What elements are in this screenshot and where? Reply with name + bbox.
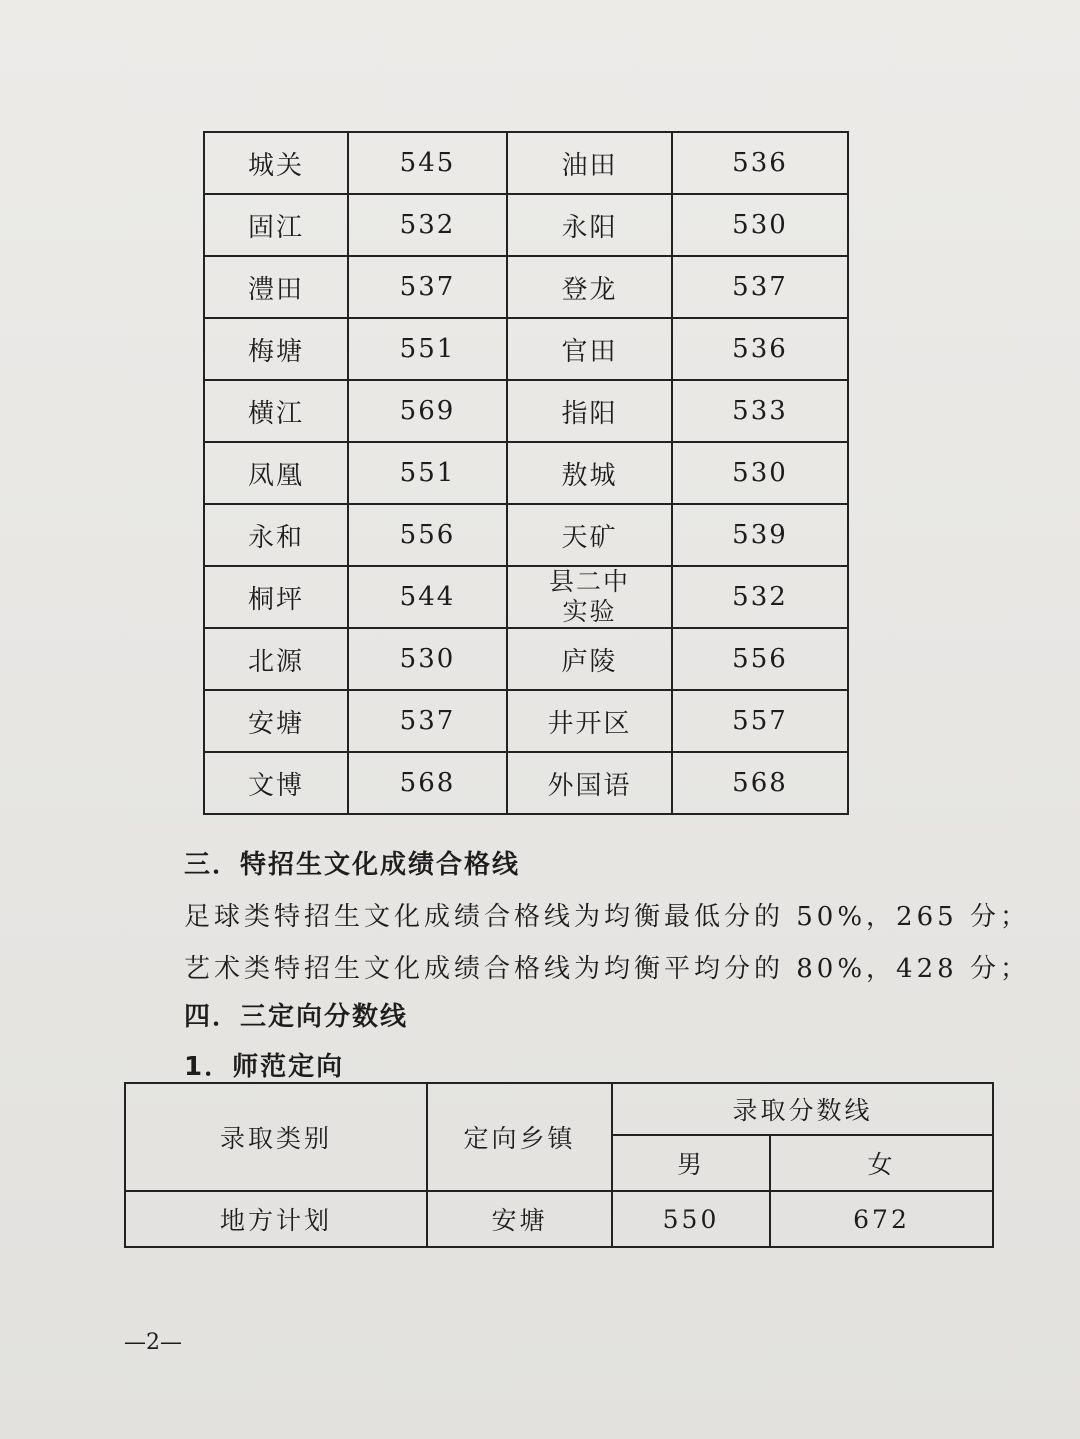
male-score-cell: 550 [612, 1191, 770, 1247]
table-row [125, 1191, 993, 1247]
town-score-table [203, 131, 849, 815]
town-score: 568 [348, 752, 507, 814]
table-row [204, 752, 848, 814]
header-town: 定向乡镇 [427, 1083, 612, 1191]
town-name: 城关 [204, 132, 348, 194]
town-score: 530 [672, 194, 848, 256]
town-name: 井开区 [507, 690, 672, 752]
town-name: 登龙 [507, 256, 672, 318]
header-category: 录取类别 [125, 1083, 427, 1191]
category-cell: 地方计划 [125, 1191, 427, 1247]
town-name: 天矿 [507, 504, 672, 566]
town-name: 文博 [204, 752, 348, 814]
town-score: 530 [672, 442, 848, 504]
town-score: 530 [348, 628, 507, 690]
town-score: 532 [348, 194, 507, 256]
town-score: 533 [672, 380, 848, 442]
town-name: 永阳 [507, 194, 672, 256]
section-3-heading: 三．特招生文化成绩合格线 [184, 850, 521, 880]
table-header-row [125, 1083, 993, 1135]
teacher-directed-table [124, 1082, 994, 1248]
header-male: 男 [612, 1135, 770, 1191]
table-row [204, 256, 848, 318]
table-row [204, 504, 848, 566]
town-score: 539 [672, 504, 848, 566]
town-score: 569 [348, 380, 507, 442]
town-cell: 安塘 [427, 1191, 612, 1247]
town-name: 固江 [204, 194, 348, 256]
town-score: 544 [348, 566, 507, 628]
table-row [204, 380, 848, 442]
football-cutoff-text: 足球类特招生文化成绩合格线为均衡最低分的 50%，265 分； [184, 902, 1030, 932]
town-score: 551 [348, 442, 507, 504]
page-number: —2— [124, 1330, 182, 1355]
town-name: 油田 [507, 132, 672, 194]
town-name: 横江 [204, 380, 348, 442]
town-score: 556 [348, 504, 507, 566]
town-name: 敖城 [507, 442, 672, 504]
town-name: 北源 [204, 628, 348, 690]
town-name-two-line [507, 566, 672, 628]
town-score: 532 [672, 566, 848, 628]
town-name: 凤凰 [204, 442, 348, 504]
town-score: 537 [348, 256, 507, 318]
town-score: 537 [348, 690, 507, 752]
town-score: 536 [672, 132, 848, 194]
town-name: 指阳 [507, 380, 672, 442]
table-row [204, 132, 848, 194]
town-name: 庐陵 [507, 628, 672, 690]
town-score: 568 [672, 752, 848, 814]
table-row [204, 194, 848, 256]
header-score: 录取分数线 [612, 1083, 993, 1135]
town-name: 澧田 [204, 256, 348, 318]
town-name-line: 实验 [562, 597, 617, 626]
town-score: 551 [348, 318, 507, 380]
town-score: 536 [672, 318, 848, 380]
town-name-line: 县二中 [548, 567, 630, 596]
section-4-heading: 四．三定向分数线 [184, 1002, 409, 1032]
female-score-cell: 672 [770, 1191, 993, 1247]
subsection-teacher-directed: 1．师范定向 [184, 1052, 345, 1082]
town-name: 永和 [204, 504, 348, 566]
table-row [204, 566, 848, 628]
town-score: 545 [348, 132, 507, 194]
table-row [204, 628, 848, 690]
town-name: 安塘 [204, 690, 348, 752]
table-row [204, 442, 848, 504]
town-score: 557 [672, 690, 848, 752]
header-female: 女 [770, 1135, 993, 1191]
art-cutoff-text: 艺术类特招生文化成绩合格线为均衡平均分的 80%，428 分； [184, 954, 1030, 984]
town-score: 537 [672, 256, 848, 318]
town-name: 梅塘 [204, 318, 348, 380]
table-row [204, 690, 848, 752]
town-name: 桐坪 [204, 566, 348, 628]
town-name: 官田 [507, 318, 672, 380]
town-name: 外国语 [507, 752, 672, 814]
table-row [204, 318, 848, 380]
town-score: 556 [672, 628, 848, 690]
